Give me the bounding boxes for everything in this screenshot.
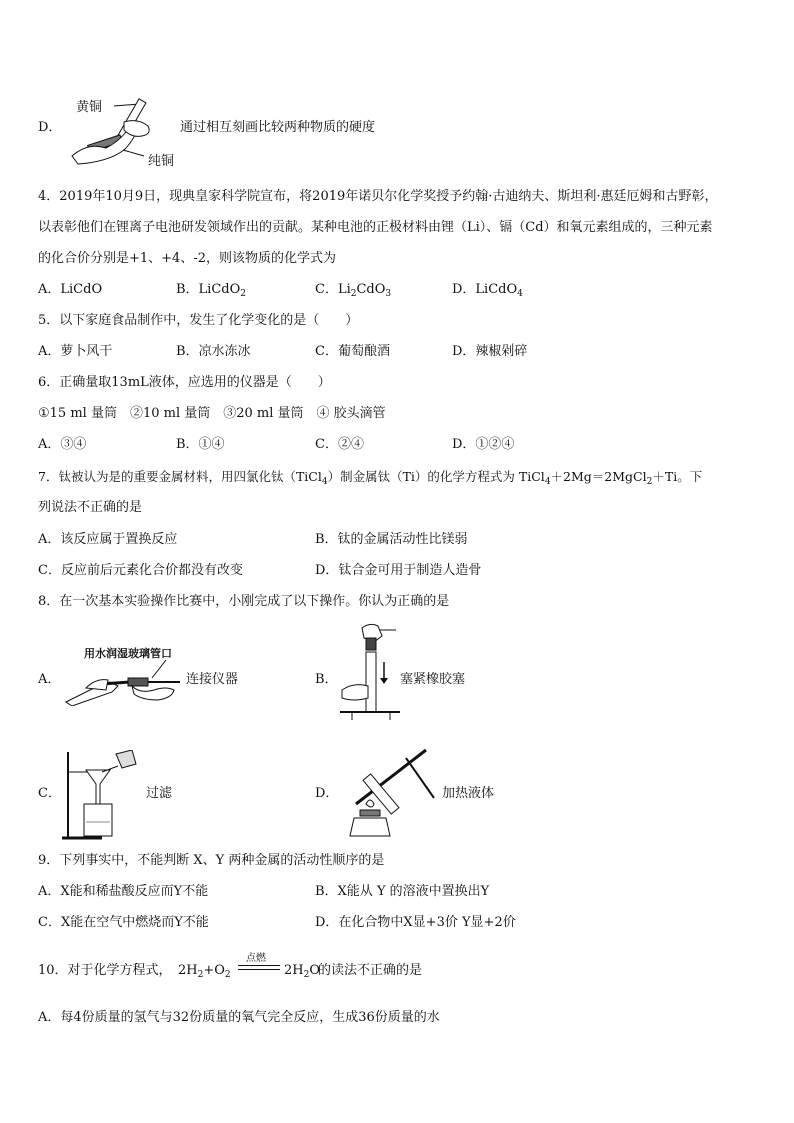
q8-option-c-label: C． <box>38 786 61 801</box>
q4-option-a: A．LiCdO <box>38 282 103 297</box>
q10-equation-line-top <box>238 965 280 966</box>
q4-stem-line2: 以表彰他们在锂离子电池研发领域作出的贡献。某种电池的正极材料由锂（Li）、镉（Cd）和氧元素组成的，三种元素 <box>38 220 713 235</box>
q7-stem-line1: 7．钛被认为是的重要金属材料，用四氯化钛（TiCl$_4$）制金属钛（Ti）的化学方程式为 TiCl$_4$＋2Mg＝2MgCl$_2$＋Ti。下 <box>38 469 703 487</box>
connect-apparatus-figure <box>62 660 182 706</box>
q7-stem-line2: 列说法不正确的是 <box>38 500 143 515</box>
q4-stem-line3: 的化合价分别是+1、+4、-2，则该物质的化学式为 <box>38 251 336 266</box>
q6-option-d: D．①②④ <box>452 437 515 452</box>
q8-option-b-text: 塞紧橡胶塞 <box>400 672 466 687</box>
q10-option-a: A．每4份质量的氢气与32份质量的氧气完全反应，生成36份质量的水 <box>38 1010 440 1025</box>
heating-liquid-figure <box>346 744 440 842</box>
q9-option-b: B．X能从 Y 的溶液中置换出Y <box>315 884 490 899</box>
q8-option-d-label: D． <box>315 786 339 801</box>
filtration-figure <box>62 750 142 842</box>
q10-stem-prefix: 10．对于化学方程式， <box>38 963 172 978</box>
q9-option-d: D．在化合物中X显+3价 Y显+2价 <box>315 915 516 930</box>
q4-stem-line1: 4．2019年10月9日，现典皇家科学院宣布，将2019年诺贝尔化学奖授予约翰·古迪纳夫、斯坦利·惠廷厄姆和古野彰， <box>38 189 718 204</box>
q10-reaction-condition: 点燃 <box>246 953 266 964</box>
q8-option-a-label: A． <box>38 672 61 687</box>
q7-option-c: C．反应前后元素化合价都没有改变 <box>38 563 243 578</box>
q5-option-c: C．葡萄酿酒 <box>315 344 390 359</box>
q4-option-c: C．$Li_2CdO_3$ <box>315 282 392 299</box>
q6-option-c: C．②④ <box>315 437 364 452</box>
q5-option-d: D．辣椒剁碎 <box>452 344 528 359</box>
q3-option-d-label: D． <box>38 120 62 135</box>
q5-stem: 5．以下家庭食品制作中，发生了化学变化的是（ ） <box>38 313 359 328</box>
q6-option-b: B．①④ <box>176 437 225 452</box>
q7-option-d: D．钛合金可用于制造人造骨 <box>315 563 482 578</box>
q10-equation-left: $2H_2+O_2$ <box>178 963 231 980</box>
stopper-test-tube-figure <box>334 622 404 722</box>
q4-option-d: D．LiCdO$_4$ <box>452 282 523 299</box>
q10-equation-right: $2H_2O$ <box>284 963 321 980</box>
q8-option-b-label: B． <box>315 672 338 687</box>
q9-option-c: C．X能在空气中燃烧而Y不能 <box>38 915 209 930</box>
q8-option-c-text: 过滤 <box>146 786 173 801</box>
q8-option-a-text: 连接仪器 <box>186 672 239 687</box>
q8-stem: 8．在一次基本实验操作比赛中，小刚完成了以下操作。你认为正确的是 <box>38 594 450 609</box>
label-brass: 黄铜 <box>76 100 103 115</box>
q4-option-b: B．LiCdO$_2$ <box>176 282 247 299</box>
q6-option-a: A．③④ <box>38 437 87 452</box>
q6-stem: 6．正确量取13mL液体，应选用的仪器是（ ） <box>38 375 331 390</box>
label-pure-copper: 纯铜 <box>148 154 175 169</box>
q9-option-a: A．X能和稀盐酸反应而Y不能 <box>38 884 209 899</box>
q6-items: ①15 ml 量筒 ②10 ml 量筒 ③20 ml 量筒 ④ 胶头滴管 <box>38 406 386 421</box>
q10-stem-suffix: 的读法不正确的是 <box>318 963 423 978</box>
q5-option-a: A．萝卜风干 <box>38 344 113 359</box>
q8-option-d-text: 加热液体 <box>442 786 495 801</box>
q5-option-b: B．凉水冻冰 <box>176 344 251 359</box>
q3-option-d-text: 通过相互刻画比较两种物质的硬度 <box>180 120 376 135</box>
q10-equation-line-bottom <box>238 969 280 970</box>
q8-a-figure-caption: 用水润湿玻璃管口 <box>84 647 172 660</box>
q7-option-a: A．该反应属于置换反应 <box>38 532 178 547</box>
q7-option-b: B．钛的金属活动性比镁弱 <box>315 532 468 547</box>
q9-stem: 9．下列事实中，不能判断 X、Y 两种金属的活动性顺序的是 <box>38 853 385 868</box>
